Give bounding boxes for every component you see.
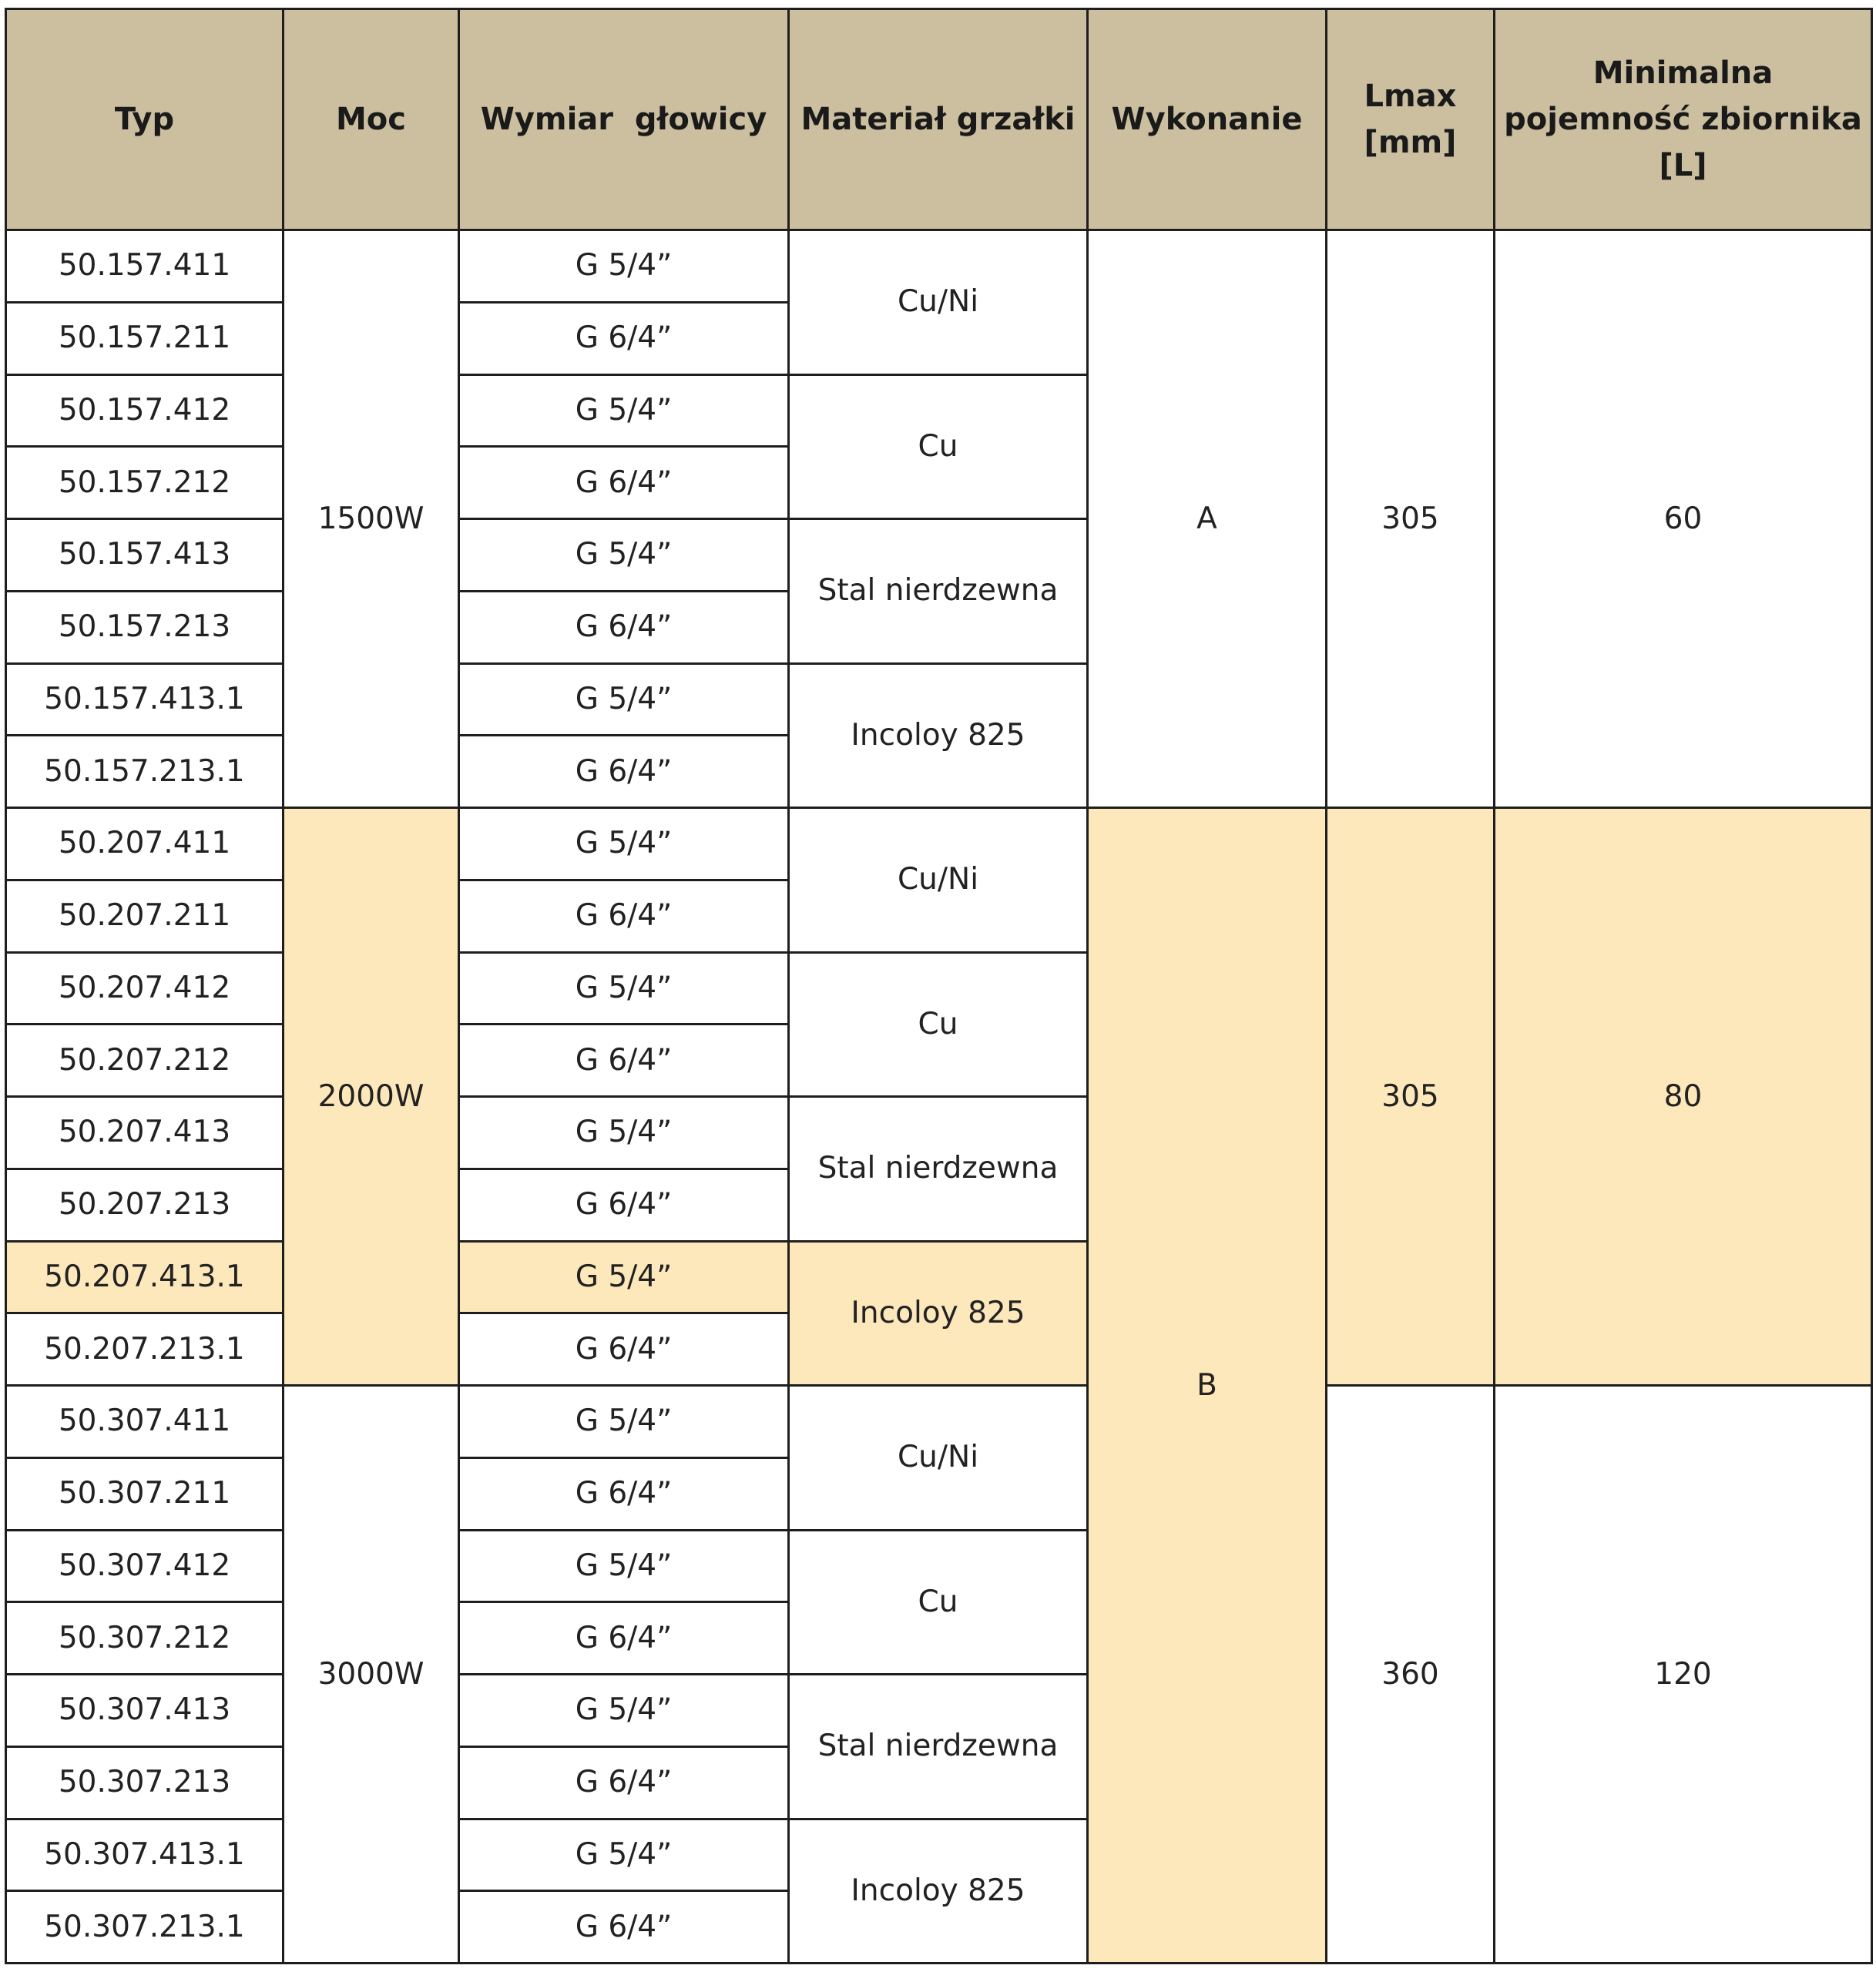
cell-wymiar: G 5/4”	[459, 1530, 789, 1602]
cell-typ: 50.157.213.1	[6, 736, 284, 808]
cell-wykonanie: B	[1088, 808, 1327, 1964]
cell-typ: 50.157.212	[6, 447, 284, 519]
cell-moc: 3000W	[284, 1386, 459, 1964]
cell-material: Cu/Ni	[789, 230, 1088, 375]
cell-pojemnosc: 60	[1495, 230, 1872, 808]
cell-typ: 50.307.411	[6, 1386, 284, 1458]
cell-wymiar: G 5/4”	[459, 374, 789, 447]
table-row	[6, 230, 1872, 303]
table-row	[6, 1386, 1872, 1458]
cell-wymiar: G 5/4”	[459, 1386, 789, 1458]
cell-material: Cu	[789, 1530, 1088, 1675]
cell-wymiar: G 6/4”	[459, 1025, 789, 1097]
cell-typ: 50.307.213	[6, 1746, 284, 1819]
table-row	[6, 808, 1872, 880]
cell-wymiar: G 6/4”	[459, 1169, 789, 1241]
cell-wymiar: G 5/4”	[459, 1241, 789, 1313]
col-header-material: Materiał grzałki	[789, 9, 1088, 230]
cell-wymiar: G 6/4”	[459, 447, 789, 519]
cell-wymiar: G 6/4”	[459, 1891, 789, 1964]
cell-wymiar: G 5/4”	[459, 808, 789, 880]
cell-typ: 50.207.411	[6, 808, 284, 880]
cell-wymiar: G 5/4”	[459, 1819, 789, 1891]
spec-table-container	[5, 8, 1871, 1964]
cell-wykonanie: A	[1088, 230, 1327, 808]
cell-moc: 1500W	[284, 230, 459, 808]
cell-material: Cu/Ni	[789, 808, 1088, 953]
cell-wymiar: G 6/4”	[459, 1746, 789, 1819]
cell-typ: 50.207.413	[6, 1097, 284, 1169]
cell-wymiar: G 5/4”	[459, 519, 789, 592]
cell-material: Incoloy 825	[789, 663, 1088, 808]
cell-wymiar: G 6/4”	[459, 591, 789, 663]
cell-wymiar: G 5/4”	[459, 663, 789, 736]
col-header-lmax: Lmax [mm]	[1327, 9, 1495, 230]
heater-spec-table	[5, 8, 1873, 1964]
cell-typ: 50.307.212	[6, 1602, 284, 1675]
cell-typ: 50.307.412	[6, 1530, 284, 1602]
cell-wymiar: G 5/4”	[459, 1675, 789, 1747]
cell-wymiar: G 5/4”	[459, 1097, 789, 1169]
cell-material: Stal nierdzewna	[789, 519, 1088, 664]
cell-wymiar: G 5/4”	[459, 952, 789, 1025]
cell-wymiar: G 6/4”	[459, 1457, 789, 1530]
cell-material: Stal nierdzewna	[789, 1675, 1088, 1819]
cell-material: Stal nierdzewna	[789, 1097, 1088, 1242]
cell-typ: 50.207.413.1	[6, 1241, 284, 1313]
col-header-moc: Moc	[284, 9, 459, 230]
cell-material: Cu/Ni	[789, 1386, 1088, 1531]
cell-material: Incoloy 825	[789, 1819, 1088, 1964]
cell-moc: 2000W	[284, 808, 459, 1386]
cell-typ: 50.307.413	[6, 1675, 284, 1747]
cell-typ: 50.307.211	[6, 1457, 284, 1530]
cell-wymiar: G 6/4”	[459, 736, 789, 808]
cell-typ: 50.157.413	[6, 519, 284, 592]
cell-pojemnosc: 80	[1495, 808, 1872, 1386]
col-header-pojemnosc: Minimalna pojemność zbiornika [L]	[1495, 9, 1872, 230]
col-header-typ: Typ	[6, 9, 284, 230]
cell-typ: 50.207.412	[6, 952, 284, 1025]
cell-material: Cu	[789, 952, 1088, 1097]
cell-wymiar: G 6/4”	[459, 302, 789, 374]
cell-wymiar: G 6/4”	[459, 1602, 789, 1675]
cell-typ: 50.157.413.1	[6, 663, 284, 736]
cell-typ: 50.207.213.1	[6, 1313, 284, 1386]
cell-pojemnosc: 120	[1495, 1386, 1872, 1964]
cell-typ: 50.207.211	[6, 880, 284, 952]
cell-material: Incoloy 825	[789, 1241, 1088, 1386]
cell-typ: 50.307.413.1	[6, 1819, 284, 1891]
table-header-row	[6, 9, 1872, 230]
cell-wymiar: G 6/4”	[459, 1313, 789, 1386]
col-header-wymiar: Wymiar głowicy	[459, 9, 789, 230]
cell-lmax: 360	[1327, 1386, 1495, 1964]
cell-typ: 50.207.212	[6, 1025, 284, 1097]
cell-typ: 50.157.412	[6, 374, 284, 447]
cell-wymiar: G 5/4”	[459, 230, 789, 303]
cell-wymiar: G 6/4”	[459, 880, 789, 952]
cell-lmax: 305	[1327, 808, 1495, 1386]
cell-lmax: 305	[1327, 230, 1495, 808]
cell-typ: 50.157.411	[6, 230, 284, 303]
cell-typ: 50.307.213.1	[6, 1891, 284, 1964]
col-header-wykonanie: Wykonanie	[1088, 9, 1327, 230]
cell-typ: 50.207.213	[6, 1169, 284, 1241]
cell-typ: 50.157.213	[6, 591, 284, 663]
cell-typ: 50.157.211	[6, 302, 284, 374]
cell-material: Cu	[789, 374, 1088, 519]
